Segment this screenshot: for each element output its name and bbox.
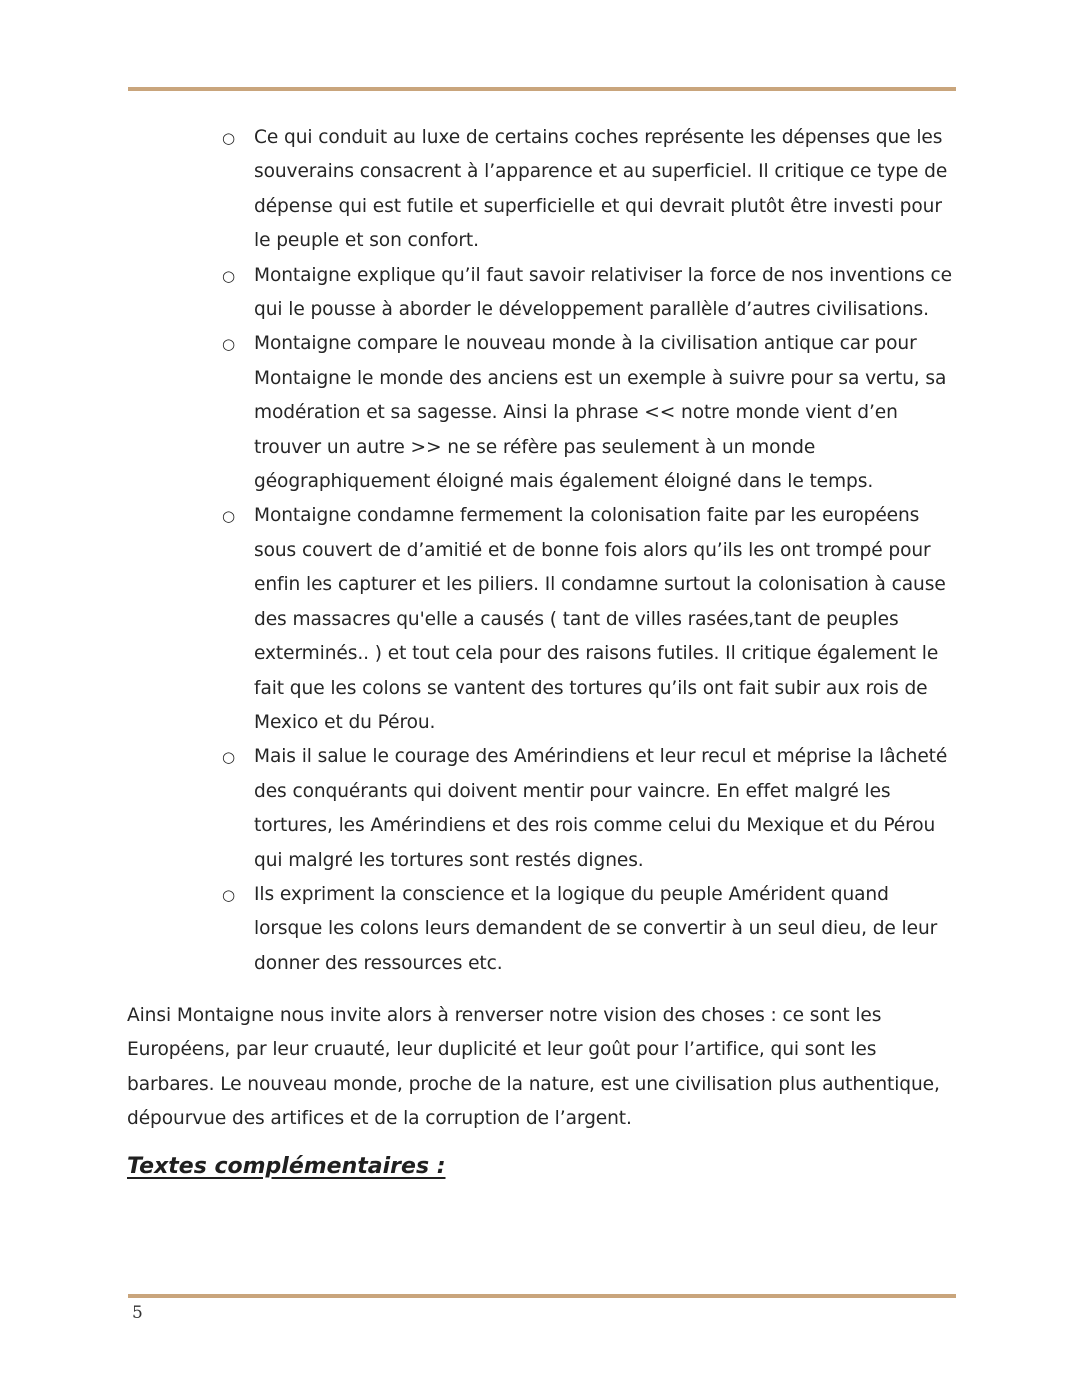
bullet-text: Montaigne compare le nouveau monde à la civilisation antique car pour Montaigne le monde des anciens est un exemple à suivre pour sa vertu, sa modération et sa sagesse. Ainsi la phrase << notre monde vient d’en trouver un autre >> ne se réfère pas seulement à un monde géographiquement éloigné mais également éloigné dans le temps. [254, 333, 947, 493]
header-rule [128, 87, 956, 91]
list-item [0, 878, 959, 981]
bullet-text: Mais il salue le courage des Amérindiens et leur recul et méprise la lâcheté des conquérants qui doivent mentir pour vaincre. En effet malgré les tortures, les Amérindiens et des rois comme celui du Mexique et du Pérou qui malgré les tortures sont restés dignes. [254, 746, 948, 871]
bullet-marker: ○ [222, 507, 236, 526]
list-item [0, 740, 959, 878]
footer-rule [128, 1294, 956, 1298]
page-number: 5 [132, 1303, 143, 1323]
bullet-text: Ils expriment la conscience et la logique du peuple Amérident quand lorsque les colons leurs demandent de se convertir à un seul dieu, de leur donner des ressources etc. [254, 883, 938, 974]
bullet-text: Montaigne explique qu’il faut savoir relativiser la force de nos inventions ce qui le pousse à aborder le développement parallèle d’autres civilisations. [254, 264, 952, 321]
list-item [0, 259, 959, 328]
bullet-marker: ○ [222, 335, 236, 354]
conclusion-paragraph: Ainsi Montaigne nous invite alors à renverser notre vision des choses : ce sont les Européens, par leur cruauté, leur duplicité et leur goût pour l’artifice, qui sont les barbares. Le nouveau monde, proche de la nature, est une civilisation plus authentique, dépourvue des artifices et de la corruption de l’argent. [127, 1005, 940, 1130]
bullet-marker: ○ [222, 885, 236, 904]
section-heading: Textes complémentaires : [127, 1154, 446, 1179]
bullet-marker: ○ [222, 129, 236, 147]
bullet-text: Montaigne condamne fermement la colonisation faite par les européens sous couvert de d’amitié et de bonne fois alors qu’ils les ont trompé pour enfin les capturer et les piliers. Il condamne surtout la colonisation à cause des massacres qu'elle a causés ( tant de villes rasées,tant de peuples exterminés.. ) et tout cela pour des raisons futiles. Il critique également le fait que les colons se vantent des tortures qu’ils ont fait subir aux rois de Mexico et du Pérou. [254, 505, 946, 733]
list-item [0, 121, 959, 259]
list-item [0, 499, 959, 740]
list-item [0, 327, 959, 499]
bullet-marker: ○ [222, 748, 236, 767]
bullet-marker: ○ [222, 266, 236, 285]
bullet-text: Ce qui conduit au luxe de certains coches représente les dépenses que les souverains consacrent à l’apparence et au superficiel. Il critique ce type de dépense qui est futile et superficielle et qui devrait plutôt être investi pour le peuple et son confort. [254, 127, 948, 252]
bullet-list [0, 121, 1080, 981]
